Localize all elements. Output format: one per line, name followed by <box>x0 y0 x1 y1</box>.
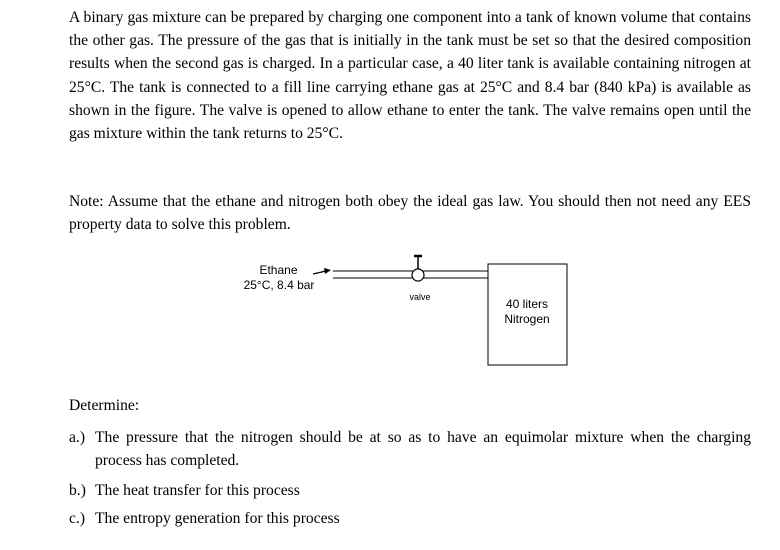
problem-statement: A binary gas mixture can be prepared by charging one component into a tank of known volume that contains the other gas. The pressure of the gas that is initially in the tank must be set so that the desired composition results when the second gas is charged. In a particular case, a 40 liter tank is available containing nitrogen at 25°C. The tank is connected to a fill line carrying ethane gas at 25°C and 8.4 bar (840 kPa) is available as shown in the figure. The valve is opened to allow ethane to enter the tank. The valve remains open until the gas mixture within the tank returns to 25°C. <box>69 9 751 143</box>
question-b <box>69 479 751 502</box>
valve-label: valve <box>409 292 431 302</box>
tank-volume-label: 40 liters <box>505 297 549 311</box>
question-c <box>69 507 751 530</box>
question-c-label: c.) <box>69 510 86 527</box>
question-b-text: The heat transfer for this process <box>95 482 300 499</box>
question-b-label: b.) <box>69 482 86 499</box>
assumption-note: Note: Assume that the ethane and nitrogen both obey the ideal gas law. You should then not need any EES property data to solve this problem. <box>69 193 751 234</box>
determine-heading: Determine: <box>69 397 140 414</box>
valve-symbol <box>412 256 424 281</box>
question-a <box>69 426 751 472</box>
question-a-text: The pressure that the nitrogen should be at so as to have an equimolar mixture when the charging process has completed. <box>95 429 751 470</box>
question-a-label: a.) <box>69 429 86 446</box>
question-c-text: The entropy generation for this process <box>95 510 340 527</box>
ethane-conditions-label: 25°C, 8.4 bar <box>243 278 315 292</box>
fill-line-pipe <box>333 271 488 278</box>
tank-gas-label: Nitrogen <box>504 312 550 326</box>
ethane-label: Ethane <box>259 263 298 277</box>
